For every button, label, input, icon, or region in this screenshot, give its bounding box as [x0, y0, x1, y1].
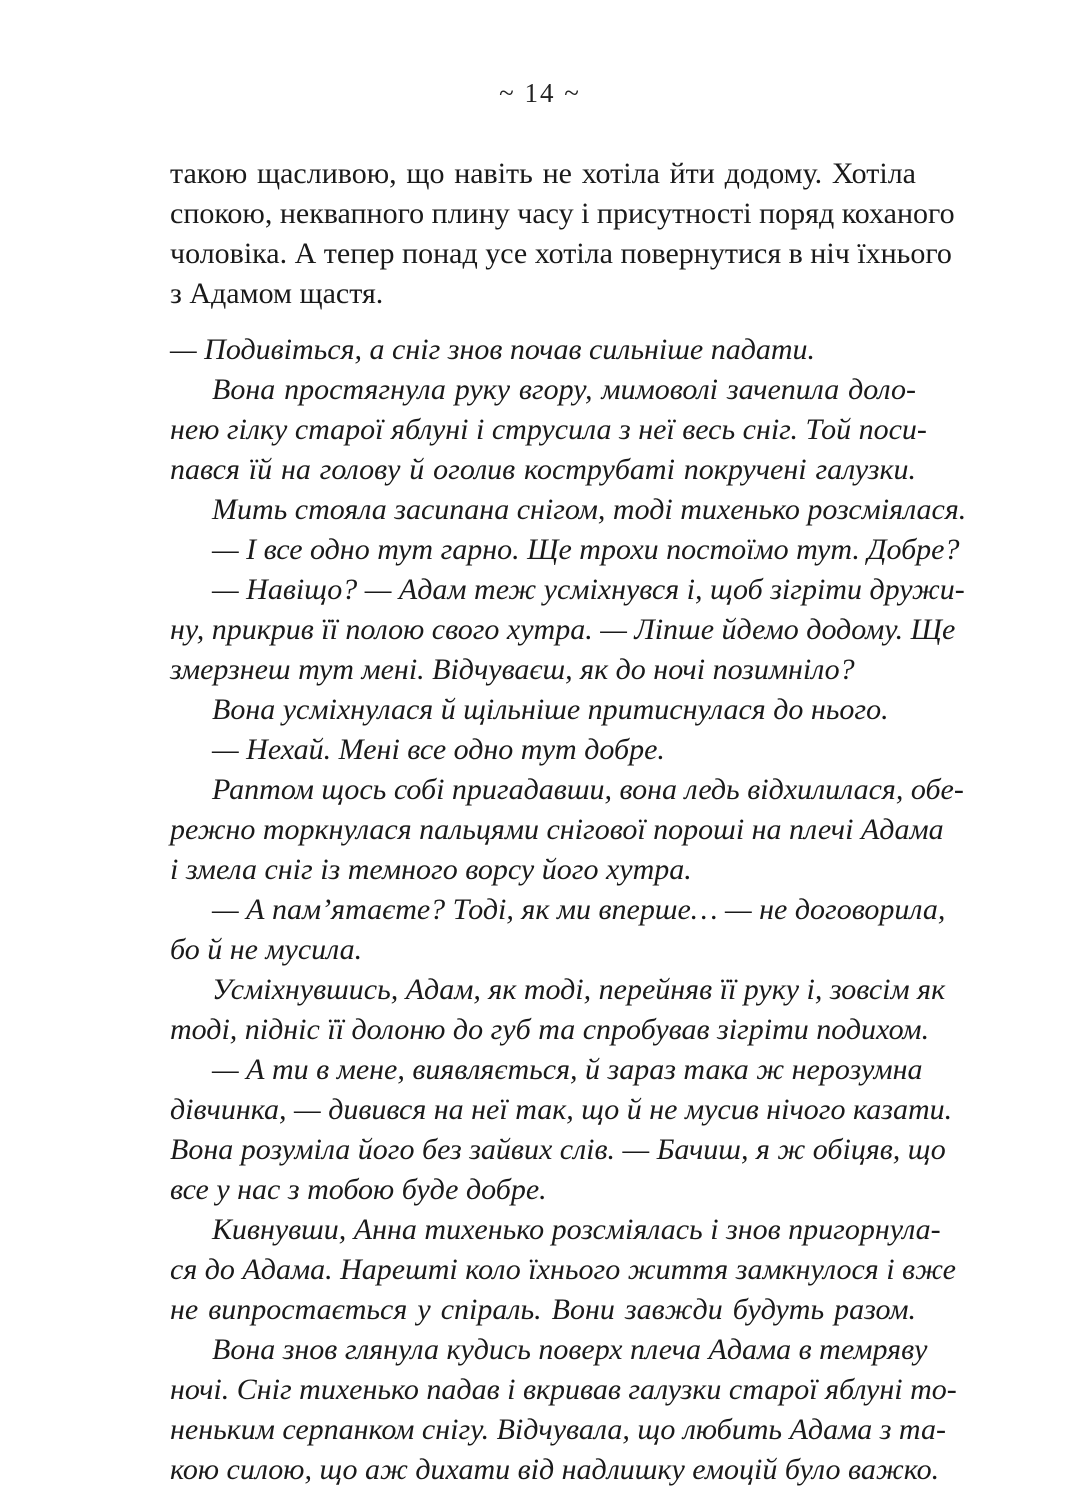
text-line: ночі. Сніг тихенько падав і вкривав галузки старої яблуні то- — [170, 1373, 957, 1406]
text-line: нею гілку старої яблуні і струсила з неї весь сніг. Той поси- — [170, 413, 927, 446]
text-line: Кивнувши, Анна тихенько розсміялась і знов пригорнула- — [212, 1213, 941, 1246]
text-line: — А пам’ятаєте? Тоді, як ми вперше… — не договорила, — [212, 893, 946, 926]
text-line: Вона знов глянула кудись поверх плеча Адама в темряву — [212, 1333, 928, 1366]
text-line: тоді, підніс її долоню до губ та спробував зігріти подихом. — [170, 1013, 930, 1046]
text-line: Усміхнувшись, Адам, як тоді, перейняв її руку і, зовсім як — [212, 973, 946, 1006]
text-line: спокою, неквапного плину часу і присутності поряд коханого — [170, 197, 955, 230]
text-line: Раптом щось собі пригадавши, вона ледь відхилилася, обе- — [212, 773, 964, 806]
opening-paragraph — [170, 154, 955, 314]
text-line: Вона усміхнулася й щільніше притиснулася до нього. — [212, 693, 889, 726]
text-line: режно торкнулася пальцями снігової пороші на плечі Адама — [170, 813, 944, 846]
text-line: кою силою, що аж дихати від надлишку емоцій було важко. — [170, 1453, 940, 1486]
text-line: пався їй на голову й оголив кострубаті покручені галузки. — [170, 453, 916, 486]
text-line: бо й не мусила. — [170, 933, 363, 966]
text-line: Вона розуміла його без зайвих слів. — Бачиш, я ж обіцяв, що — [170, 1133, 946, 1166]
text-line: — І все одно тут гарно. Ще трохи постоїмо тут. Добре? — [212, 533, 960, 566]
page-number: ~ 14 ~ — [499, 78, 581, 108]
text-line: — А ти в мене, виявляється, й зараз така ж нерозумна — [212, 1053, 923, 1086]
text-line: і змела сніг із темного ворсу його хутра. — [170, 853, 692, 886]
text-line: все у нас з тобою буде добре. — [170, 1173, 547, 1206]
text-line: — Нехай. Мені все одно тут добре. — [212, 733, 665, 766]
text-line: з Адамом щастя. — [170, 277, 384, 310]
text-line: чоловіка. А тепер понад усе хотіла повернутися в ніч їхнього — [170, 237, 952, 270]
text-line: ну, прикрив її полою свого хутра. — Ліпше йдемо додому. Ще — [170, 613, 956, 646]
text-line: Мить стояла засипана снігом, тоді тихенько розсміялася. — [212, 493, 967, 526]
text-line: не випростається у спіраль. Вони завжди будуть разом. — [170, 1293, 916, 1326]
text-line: Вона простягнула руку вгору, мимоволі зачепила доло- — [212, 373, 916, 406]
text-line: — Подивіться, а сніг знов почав сильніше падати. — [170, 333, 816, 366]
text-line: такою щасливою, що навіть не хотіла йти додому. Хотіла — [170, 157, 916, 190]
text-line: неньким серпанком снігу. Відчувала, що любить Адама з та- — [170, 1413, 946, 1446]
text-line: — Навіщо? — Адам теж усміхнувся і, щоб зігріти дружи- — [212, 573, 965, 606]
italic-dialogue-section — [170, 330, 967, 1490]
text-line: ся до Адама. Нарешті коло їхнього життя замкнулося і вже — [170, 1253, 956, 1286]
text-line: змерзнеш тут мені. Відчуваєш, як до ночі позимніло? — [170, 653, 855, 686]
text-line: дівчинка, — дивився на неї так, що й не мусив нічого казати. — [170, 1093, 953, 1126]
